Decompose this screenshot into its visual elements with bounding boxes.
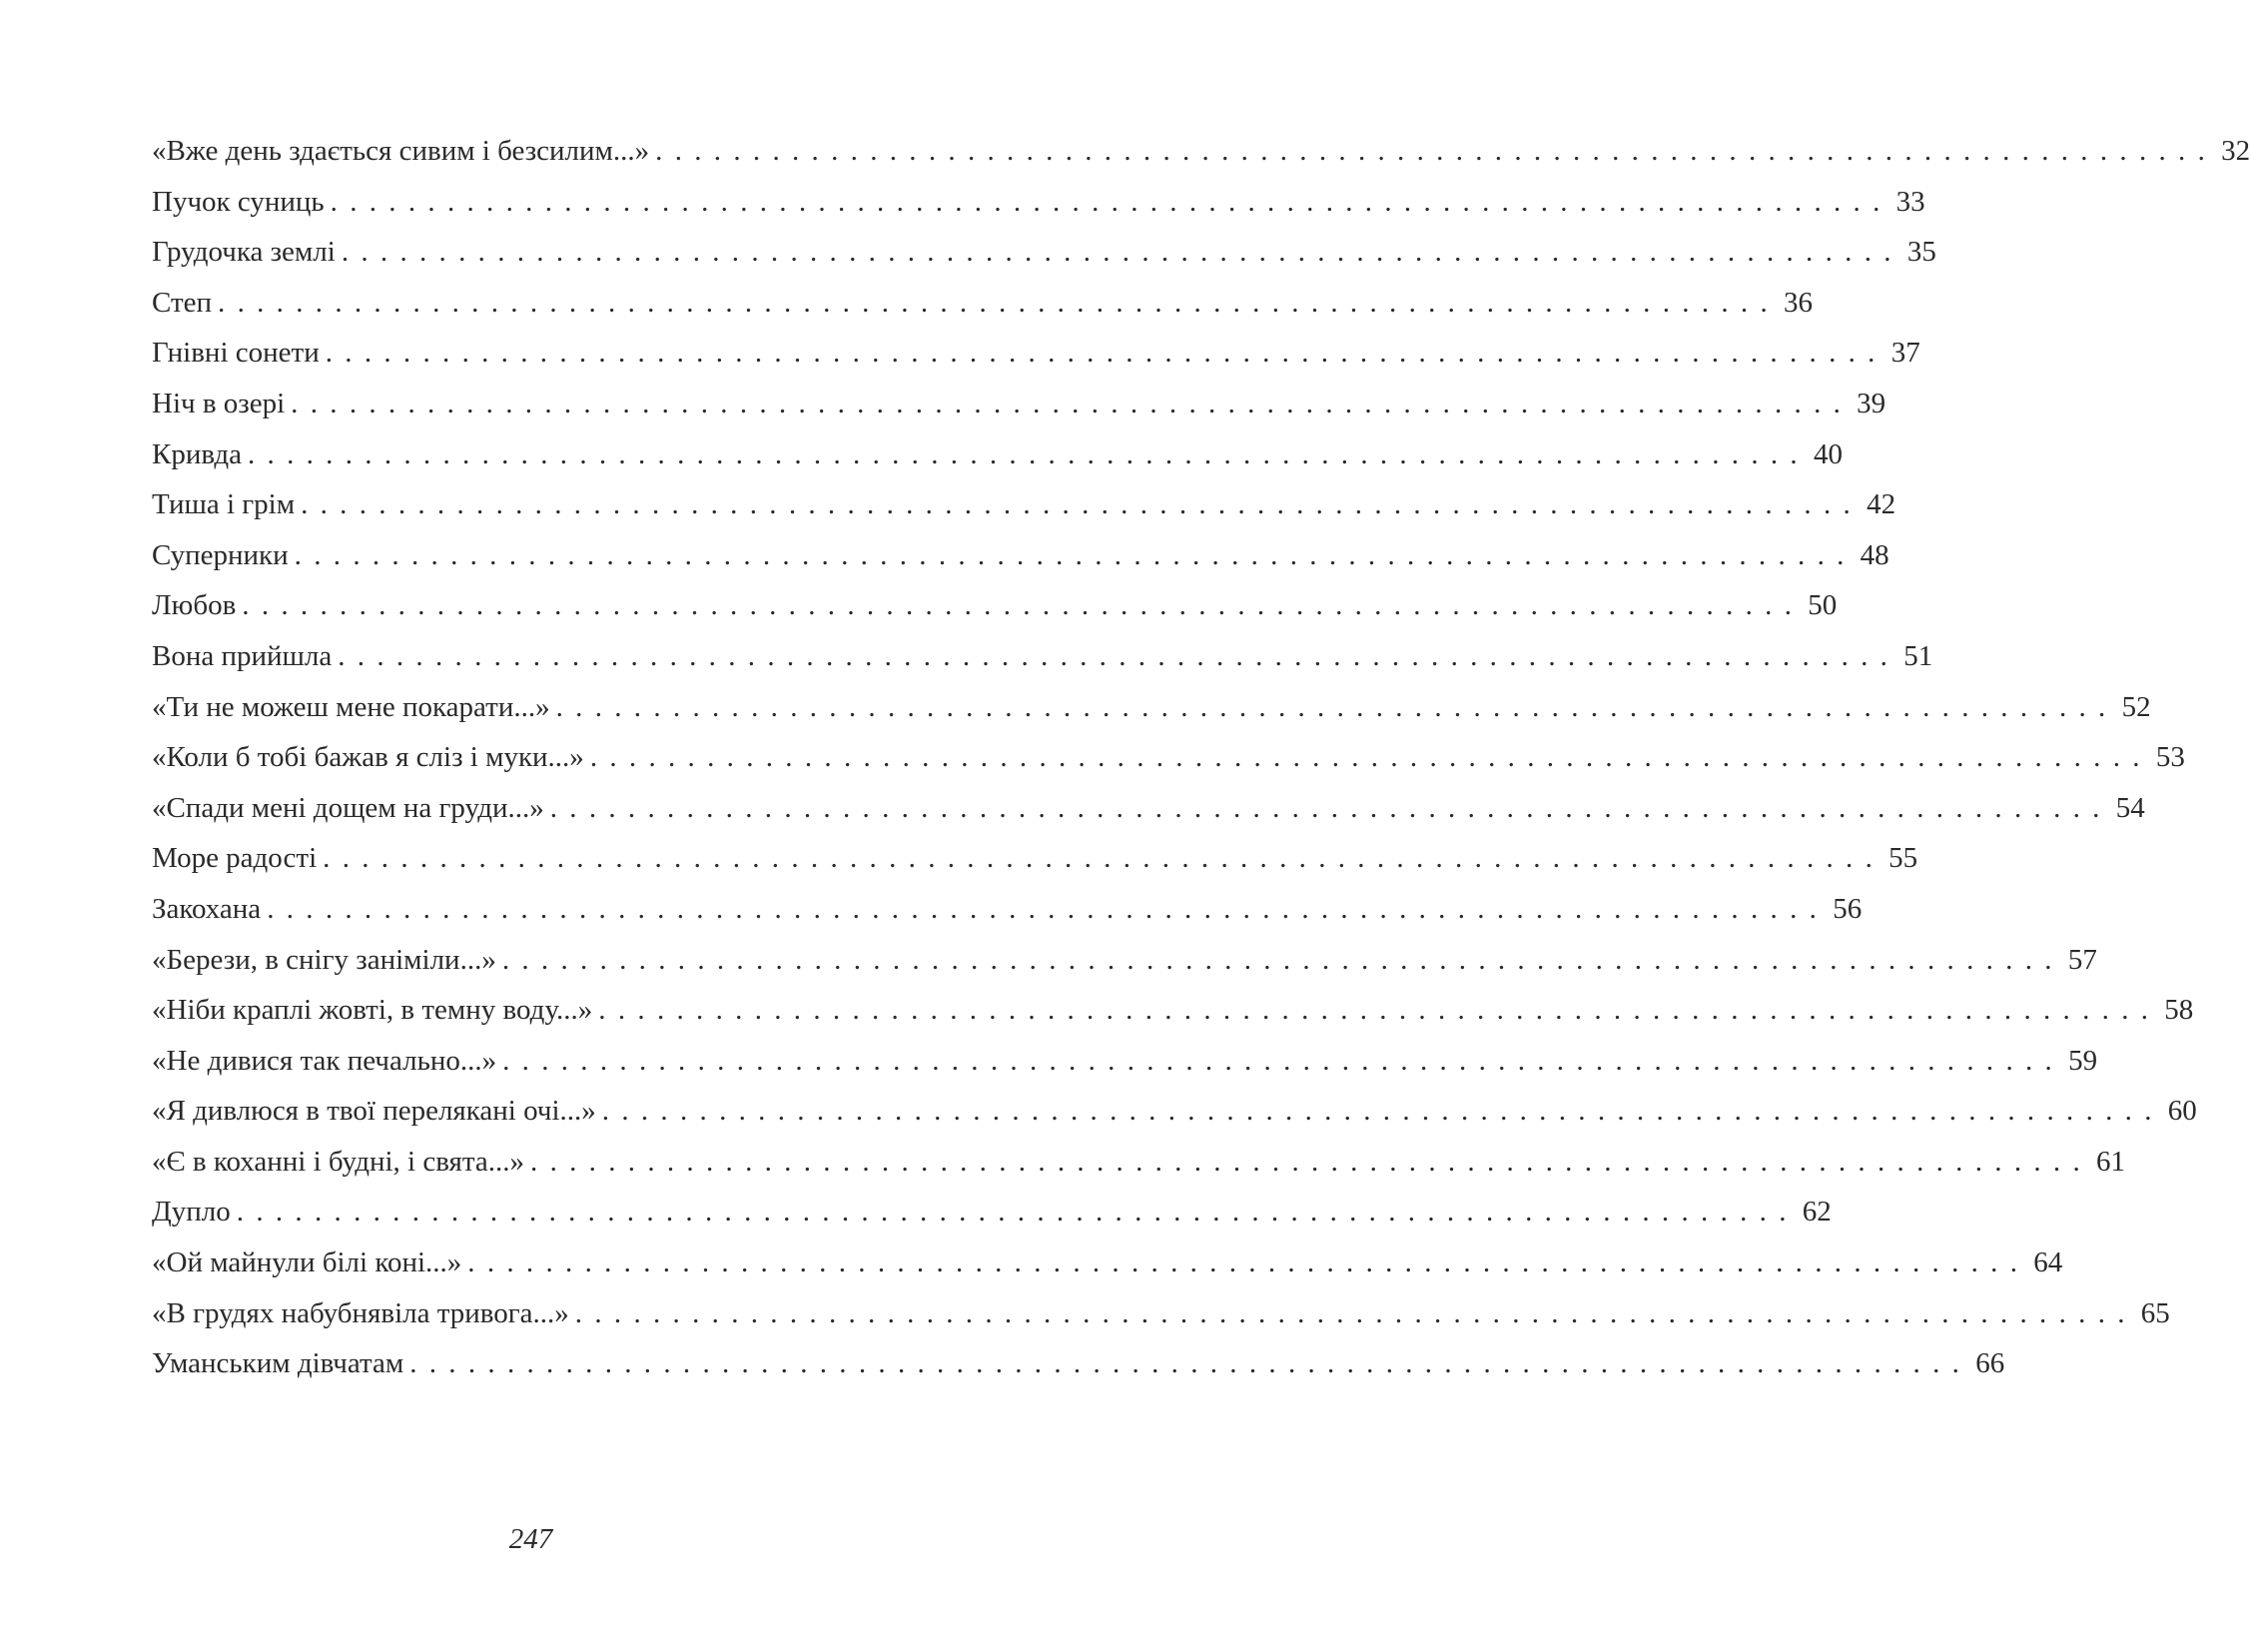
- toc-leader-dots: ................................................................................: [467, 1246, 2030, 1279]
- table-of-contents: [152, 126, 2250, 1389]
- toc-entry: [152, 985, 2194, 1036]
- toc-entry: [152, 1338, 2005, 1389]
- toc-entry-page: 54: [2115, 791, 2145, 824]
- toc-entry: [152, 732, 2185, 783]
- toc-entry-title: Море радості: [152, 842, 318, 875]
- toc-entry-page: 35: [1906, 236, 1936, 269]
- toc-entry-title: «В грудях набубнявіла тривога...»: [152, 1296, 569, 1329]
- toc-entry-page: 50: [1808, 589, 1838, 622]
- toc-entry-page: 55: [1888, 842, 1918, 875]
- toc-leader-dots: ................................................................................: [502, 1044, 2065, 1077]
- toc-entry-title: «Не дивися так печально...»: [152, 1044, 497, 1077]
- toc-entry-page: 42: [1867, 488, 1896, 521]
- toc-entry: [152, 530, 1889, 581]
- toc-entry: [152, 1187, 1832, 1238]
- toc-entry-page: 37: [1890, 337, 1920, 370]
- toc-leader-dots: ................................................................................: [236, 1196, 1799, 1229]
- toc-leader-dots: ................................................................................: [655, 135, 2218, 167]
- toc-entry: [152, 227, 1936, 278]
- toc-entry: [152, 1086, 2197, 1137]
- toc-entry-page: 53: [2155, 741, 2185, 774]
- toc-entry-title: Суперники: [152, 538, 289, 571]
- toc-entry-page: 65: [2140, 1296, 2170, 1329]
- toc-entry: [152, 1137, 2126, 1188]
- toc-leader-dots: ................................................................................: [330, 185, 1892, 218]
- toc-entry: [152, 328, 1920, 379]
- toc-entry: [152, 783, 2145, 834]
- toc-entry-page: 48: [1860, 538, 1889, 571]
- toc-entry: [152, 682, 2151, 733]
- toc-entry: [152, 379, 1886, 429]
- toc-leader-dots: ................................................................................: [291, 387, 1854, 419]
- toc-entry-title: Дупло: [152, 1196, 231, 1229]
- toc-entry-page: 52: [2121, 690, 2151, 723]
- toc-entry: [152, 278, 1814, 329]
- toc-entry-title: «Вже день здається сивим і безсилим...»: [152, 135, 650, 167]
- toc-entry-title: «Ти не можеш мене покарати...»: [152, 690, 550, 723]
- toc-entry-page: 61: [2096, 1145, 2126, 1178]
- toc-leader-dots: ................................................................................: [247, 437, 1810, 470]
- toc-entry-page: 59: [2068, 1044, 2098, 1077]
- toc-leader-dots: ................................................................................: [501, 943, 2064, 976]
- toc-entry-title: Ніч в озері: [152, 387, 286, 419]
- toc-entry-title: Вона прийшла: [152, 639, 333, 672]
- toc-entry-title: «Ой майнули білі коні...»: [152, 1246, 462, 1279]
- toc-entry-title: «Є в коханні і будні, і свята...»: [152, 1145, 525, 1178]
- toc-entry: [152, 884, 1863, 935]
- toc-entry-title: Уманським дівчатам: [152, 1347, 404, 1380]
- toc-leader-dots: ................................................................................: [218, 286, 1781, 319]
- toc-entry-page: 40: [1813, 437, 1843, 470]
- toc-entry: [152, 126, 2250, 177]
- toc-leader-dots: ................................................................................: [267, 892, 1830, 925]
- toc-entry-title: Тиша і грім: [152, 488, 296, 521]
- toc-entry: [152, 1036, 2098, 1087]
- toc-entry-page: 66: [1975, 1347, 2005, 1380]
- toc-leader-dots: ................................................................................: [325, 337, 1887, 370]
- toc-entry-page: 57: [2067, 943, 2097, 976]
- toc-entry-title: «Ніби краплі жовті, в темну воду...»: [152, 994, 593, 1027]
- toc-entry-title: Закохана: [152, 892, 262, 925]
- toc-entry-page: 36: [1784, 286, 1814, 319]
- toc-entry-title: «Спади мені дощем на груди...»: [152, 791, 544, 824]
- toc-leader-dots: ................................................................................: [301, 488, 1864, 521]
- toc-entry-page: 64: [2033, 1246, 2063, 1279]
- toc-entry-page: 58: [2164, 994, 2194, 1027]
- toc-entry-title: Пучок суниць: [152, 185, 325, 218]
- toc-entry: [152, 580, 1838, 631]
- toc-entry: [152, 1288, 2170, 1339]
- toc-entry-page: 51: [1903, 639, 1933, 672]
- toc-entry: [152, 1238, 2063, 1288]
- toc-leader-dots: ................................................................................: [294, 538, 1857, 571]
- toc-entry-title: «Коли б тобі бажав я сліз і муки...»: [152, 741, 584, 774]
- toc-entry-page: 56: [1833, 892, 1863, 925]
- toc-leader-dots: ................................................................................: [598, 994, 2161, 1027]
- toc-leader-dots: ................................................................................: [341, 236, 1903, 269]
- toc-leader-dots: ................................................................................: [601, 1095, 2164, 1128]
- toc-leader-dots: ................................................................................: [242, 589, 1805, 622]
- toc-entry-title: Кривда: [152, 437, 242, 470]
- toc-entry-title: Гнівні сонети: [152, 337, 320, 370]
- toc-entry-title: Грудочка землі: [152, 236, 336, 269]
- toc-entry: [152, 631, 1933, 682]
- toc-leader-dots: ................................................................................: [530, 1145, 2093, 1178]
- toc-entry: [152, 429, 1843, 480]
- toc-entry-title: Степ: [152, 286, 213, 319]
- toc-leader-dots: ................................................................................: [338, 639, 1900, 672]
- page-number: 247: [508, 1523, 553, 1555]
- toc-entry-page: 32: [2221, 135, 2250, 167]
- toc-leader-dots: ................................................................................: [555, 690, 2118, 723]
- toc-entry-title: «Берези, в снігу заніміли...»: [152, 943, 496, 976]
- toc-entry-page: 60: [2167, 1095, 2197, 1128]
- toc-leader-dots: ................................................................................: [574, 1296, 2137, 1329]
- toc-leader-dots: ................................................................................: [589, 741, 2152, 774]
- toc-entry-page: 39: [1857, 387, 1886, 419]
- toc-entry: [152, 935, 2097, 986]
- toc-entry-title: «Я дивлюся в твої перелякані очі...»: [152, 1095, 596, 1128]
- toc-entry-page: 62: [1802, 1196, 1832, 1229]
- toc-leader-dots: ................................................................................: [323, 842, 1885, 875]
- toc-entry: [152, 833, 1918, 884]
- toc-leader-dots: ................................................................................: [409, 1347, 1972, 1380]
- toc-entry: [152, 177, 1925, 228]
- toc-leader-dots: ................................................................................: [549, 791, 2112, 824]
- toc-entry: [152, 479, 1896, 530]
- toc-entry-page: 33: [1895, 185, 1925, 218]
- toc-entry-title: Любов: [152, 589, 237, 622]
